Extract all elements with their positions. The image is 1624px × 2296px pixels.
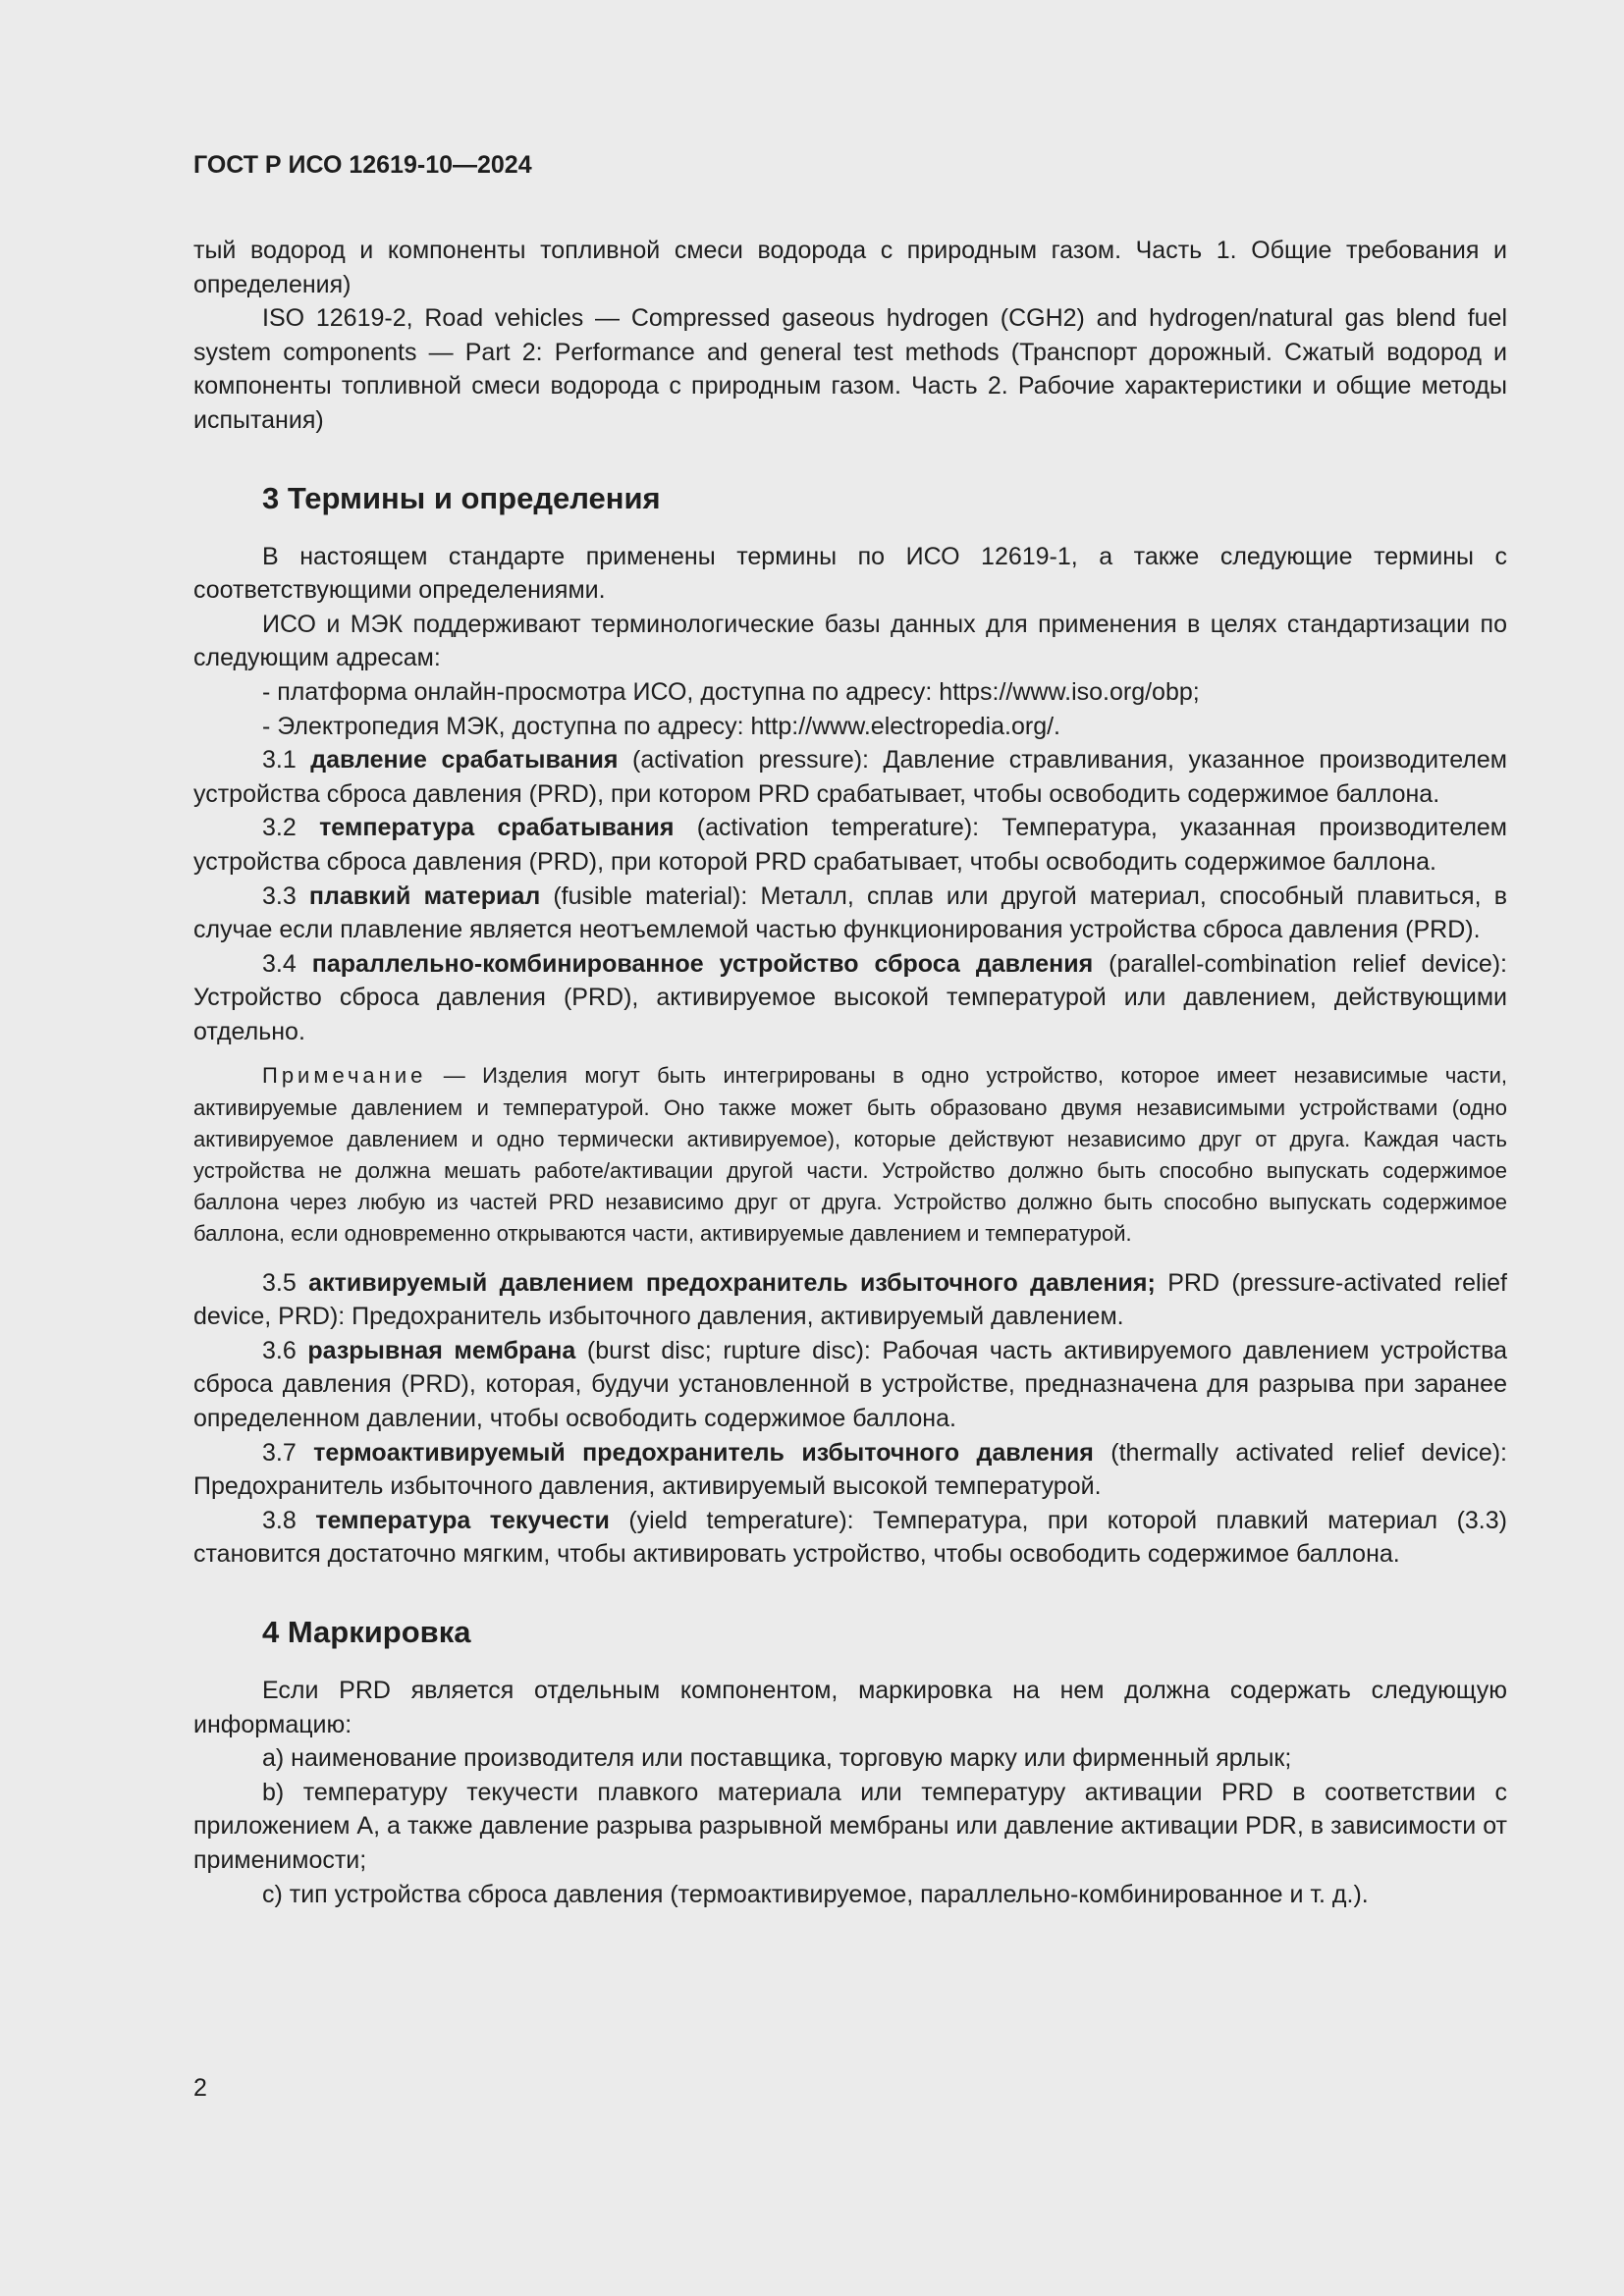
term-3-6 bbox=[193, 1334, 1507, 1436]
term-title: параллельно-комбинированное устройство сброса давления bbox=[311, 949, 1094, 978]
reference-iso-12619-2: ISO 12619-2, Road vehicles — Compressed gaseous hydrogen (CGH2) and hydrogen/natural gas blend fuel system components — Part 2: Performance and general test methods (Транспорт дорожный. Сжатый водород и компоненты топливной смеси водорода с природным газом. Часть 2. Рабочие характеристики и общие методы испытания) bbox=[193, 304, 1507, 434]
term-number: 3.5 bbox=[262, 1268, 309, 1297]
term-title: термоактивируемый предохранитель избыточного давления bbox=[313, 1438, 1094, 1467]
document-page bbox=[193, 145, 1507, 1911]
terminology-databases-intro: ИСО и МЭК поддерживают терминологические базы данных для применения в целях стандартизации по следующим адресам: bbox=[193, 610, 1507, 672]
term-definition: (activation temperature): Температура, указанная производителем устройства сброса давления (PRD), при которой PRD срабатывает, чтобы освободить содержимое баллона. bbox=[193, 814, 1507, 876]
term-3-2 bbox=[193, 811, 1507, 879]
reference-continuation: тый водород и компоненты топливной смеси водорода с природным газом. Часть 1. Общие требования и определения) bbox=[193, 237, 1507, 298]
term-3-3 bbox=[193, 880, 1507, 947]
term-title: температура текучести bbox=[315, 1506, 610, 1534]
term-number: 3.6 bbox=[262, 1336, 308, 1364]
note-text: — Изделия могут быть интегрированы в одно устройство, которое имеет независимые части, активируемые давлением и температурой. Оно также может быть образовано двумя независимыми устройствами (одно активируемое давлением и одно термически активируемое), которые действуют независимо друг от друга. Каждая часть устройства не должна мешать работе/активации другой части. Устройство должно быть способно выпускать содержимое баллона через любую из частей PRD независимо друг от друга. Устройство должно быть способно выпускать содержимое баллона, если одновременно открываются части, активируемые давлением и температурой. bbox=[193, 1063, 1507, 1247]
term-definition: (yield temperature): Температура, при которой плавкий материал (3.3) становится достаточно мягким, чтобы активировать устройство, чтобы освободить содержимое баллона. bbox=[193, 1506, 1507, 1569]
note-label: Примечание bbox=[262, 1063, 427, 1089]
term-definition: (activation pressure): Давление стравливания, указанное производителем устройства сброса давления (PRD), при котором PRD срабатывает, чтобы освободить содержимое баллона. bbox=[193, 746, 1507, 808]
term-3-5 bbox=[193, 1266, 1507, 1334]
term-number: 3.1 bbox=[262, 746, 311, 774]
section-4-heading: 4 Маркировка bbox=[262, 1615, 471, 1650]
marking-item-b: b) температуру текучести плавкого материала или температуру активации PRD в соответствии с приложением А, а также давление разрыва разрывной мембраны или давление активации PDR, в зависимости от применимости; bbox=[193, 1778, 1507, 1874]
marking-item-a: a) наименование производителя или поставщика, торговую марку или фирменный ярлык; bbox=[262, 1744, 1292, 1773]
term-number: 3.7 bbox=[262, 1438, 314, 1467]
marking-item-c: c) тип устройства сброса давления (термоактивируемое, параллельно-комбинированное и т. д.). bbox=[262, 1880, 1369, 1908]
term-title: разрывная мембрана bbox=[307, 1336, 576, 1364]
term-definition: (thermally activated relief device): Предохранитель избыточного давления, активируемый высокой температурой. bbox=[193, 1438, 1507, 1501]
page-number: 2 bbox=[193, 2074, 207, 2102]
term-number: 3.2 bbox=[262, 814, 320, 842]
running-header: ГОСТ Р ИСО 12619-10—2024 bbox=[193, 151, 532, 179]
section-3-intro: В настоящем стандарте применены термины по ИСО 12619-1, а также следующие термины с соответствующими определениями. bbox=[193, 542, 1507, 605]
bullet-iso-obp: - платформа онлайн-просмотра ИСО, доступна по адресу: https://www.iso.org/obp; bbox=[262, 677, 1200, 706]
note-block bbox=[193, 1060, 1507, 1250]
term-definition: PRD (pressure-activated relief device, PRD): Предохранитель избыточного давления, активируемый давлением. bbox=[193, 1268, 1507, 1331]
section-4-intro: Если PRD является отдельным компонентом, маркировка на нем должна содержать следующую информацию: bbox=[193, 1677, 1507, 1738]
term-definition: (burst disc; rupture disc): Рабочая часть активируемого давлением устройства сброса давления (PRD), которая, будучи установленной в устройстве, предназначена для разрыва при заранее определенном давлении, чтобы освободить содержимое баллона. bbox=[193, 1336, 1508, 1433]
term-title: температура срабатывания bbox=[319, 814, 675, 842]
term-number: 3.8 bbox=[262, 1506, 316, 1534]
term-3-7 bbox=[193, 1436, 1507, 1504]
term-3-4 bbox=[193, 947, 1507, 1049]
term-3-1 bbox=[193, 743, 1507, 811]
bullet-iec-electropedia: - Электропедия МЭК, доступна по адресу: http://www.electropedia.org/. bbox=[262, 712, 1060, 740]
section-3-heading: 3 Термины и определения bbox=[262, 480, 661, 515]
term-title: плавкий материал bbox=[308, 881, 541, 910]
term-title: активируемый давлением предохранитель избыточного давления; bbox=[308, 1268, 1156, 1297]
term-number: 3.3 bbox=[262, 881, 309, 910]
term-title: давление срабатывания bbox=[310, 746, 619, 774]
term-definition: (parallel-combination relief device): Устройство сброса давления (PRD), активируемое высокой температурой или давлением, действующими отдельно. bbox=[193, 949, 1507, 1045]
term-3-8 bbox=[193, 1504, 1507, 1572]
term-definition: (fusible material): Металл, сплав или другой материал, способный плавиться, в случае если плавление является неотъемлемой частью функционирования устройства сброса давления (PRD). bbox=[193, 881, 1507, 944]
term-number: 3.4 bbox=[262, 949, 312, 978]
